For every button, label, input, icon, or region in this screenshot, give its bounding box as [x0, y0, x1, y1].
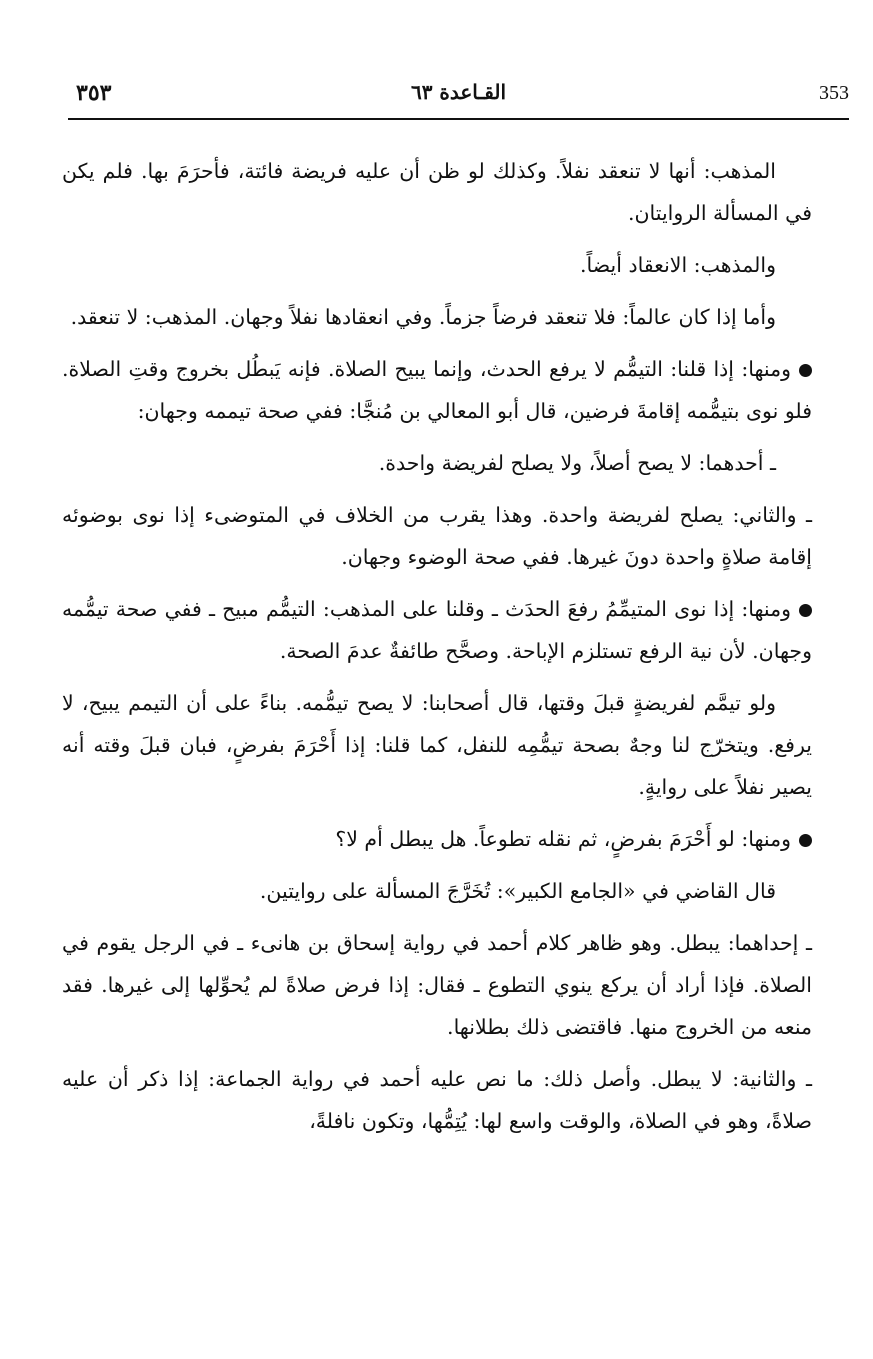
paragraph: [62, 588, 812, 672]
running-title: القـاعدة ٦٣: [410, 80, 507, 104]
paragraph: [62, 494, 812, 578]
paragraph: [62, 296, 812, 338]
paragraph: [62, 150, 812, 234]
paragraph-text: ـ أحدهما: لا يصح أصلاً، ولا يصلح لفريضة واحدة.: [378, 451, 776, 475]
paragraph: [62, 922, 812, 1048]
paragraph: [62, 870, 812, 912]
paragraph: [62, 348, 812, 432]
paragraph: [62, 244, 812, 286]
page-number-latin: 353: [819, 82, 849, 104]
bullet-icon: [799, 834, 812, 847]
paragraph-text: ـ إحداهما: يبطل. وهو ظاهر كلام أحمد في رواية إسحاق بن هانىء ـ في الرجل يقوم في الصلاة. فإذا أراد أن يركع ينوي التطوع ـ فقال: إذا فرض صلاةً لم يُحوِّلها إلى غيرها. فقد منعه من الخروج منها. فاقتضى ذلك بطلانها.: [62, 931, 812, 1039]
page-body: [62, 150, 812, 1152]
paragraph-text: ومنها: إذا نوى المتيمِّمُ رفعَ الحدَث ـ وقلنا على المذهب: التيمُّم مبيح ـ ففي صحة تيمُّمه وجهان. لأن نية الرفع تستلزم الإباحة. وصحَّح طائفةٌ عدمَ الصحة.: [62, 597, 812, 663]
paragraph-text: ومنها: لو أَحْرَمَ بفرضٍ، ثم نقله تطوعاً. هل يبطل أم لا؟: [335, 827, 791, 851]
bullet-icon: [799, 364, 812, 377]
paragraph: [62, 818, 812, 860]
paragraph-text: قال القاضي في «الجامع الكبير»: تُخَرَّجَ المسألة على روايتين.: [259, 879, 776, 903]
paragraph: [62, 442, 812, 484]
paragraph: [62, 682, 812, 808]
paragraph-text: المذهب: أنها لا تنعقد نفلاً. وكذلك لو ظن أن عليه فريضة فائتة، فأحرَمَ بها. فلم يكن في المسألة الروايتان.: [62, 159, 812, 225]
paragraph-text: وأما إذا كان عالماً: فلا تنعقد فرضاً جزماً. وفي انعقادها نفلاً وجهان. المذهب: لا تنعقد.: [70, 305, 776, 329]
bullet-icon: [799, 604, 812, 617]
page-header: [68, 78, 849, 120]
paragraph-text: والمذهب: الانعقاد أيضاً.: [579, 253, 776, 277]
paragraph: [62, 1058, 812, 1142]
paragraph-text: ومنها: إذا قلنا: التيمُّم لا يرفع الحدث، وإنما يبيح الصلاة. فإنه يَبطُل بخروج وقتِ الصلاة. فلو نوى بتيمُّمه إقامةَ فرضين، قال أبو المعالي بن مُنجَّا: ففي صحة تيممه وجهان:: [62, 357, 812, 423]
paragraph-text: ـ والثاني: يصلح لفريضة واحدة. وهذا يقرب من الخلاف في المتوضىء إذا نوى بوضوئه إقامة صلاةٍ واحدة دونَ غيرها. ففي صحة الوضوء وجهان.: [62, 503, 812, 569]
page-number-arabic: ٣٥٣: [76, 80, 112, 106]
paragraph-text: ـ والثانية: لا يبطل. وأصل ذلك: ما نص عليه أحمد في رواية الجماعة: إذا ذكر أن عليه صلاةً، وهو في الصلاة، والوقت واسع لها: يُتِمُّها، وتكون نافلةً،: [62, 1067, 812, 1133]
paragraph-text: ولو تيمَّم لفريضةٍ قبلَ وقتها، قال أصحابنا: لا يصح تيمُّمه. بناءً على أن التيمم يبيح، لا يرفع. ويتخرّج لنا وجهٌ بصحة تيمُّمِه للنفل، كما قلنا: إذا أَحْرَمَ بفرضٍ، فبان قبلَ وقته أنه يصير نفلاً على روايةٍ.: [62, 691, 812, 799]
